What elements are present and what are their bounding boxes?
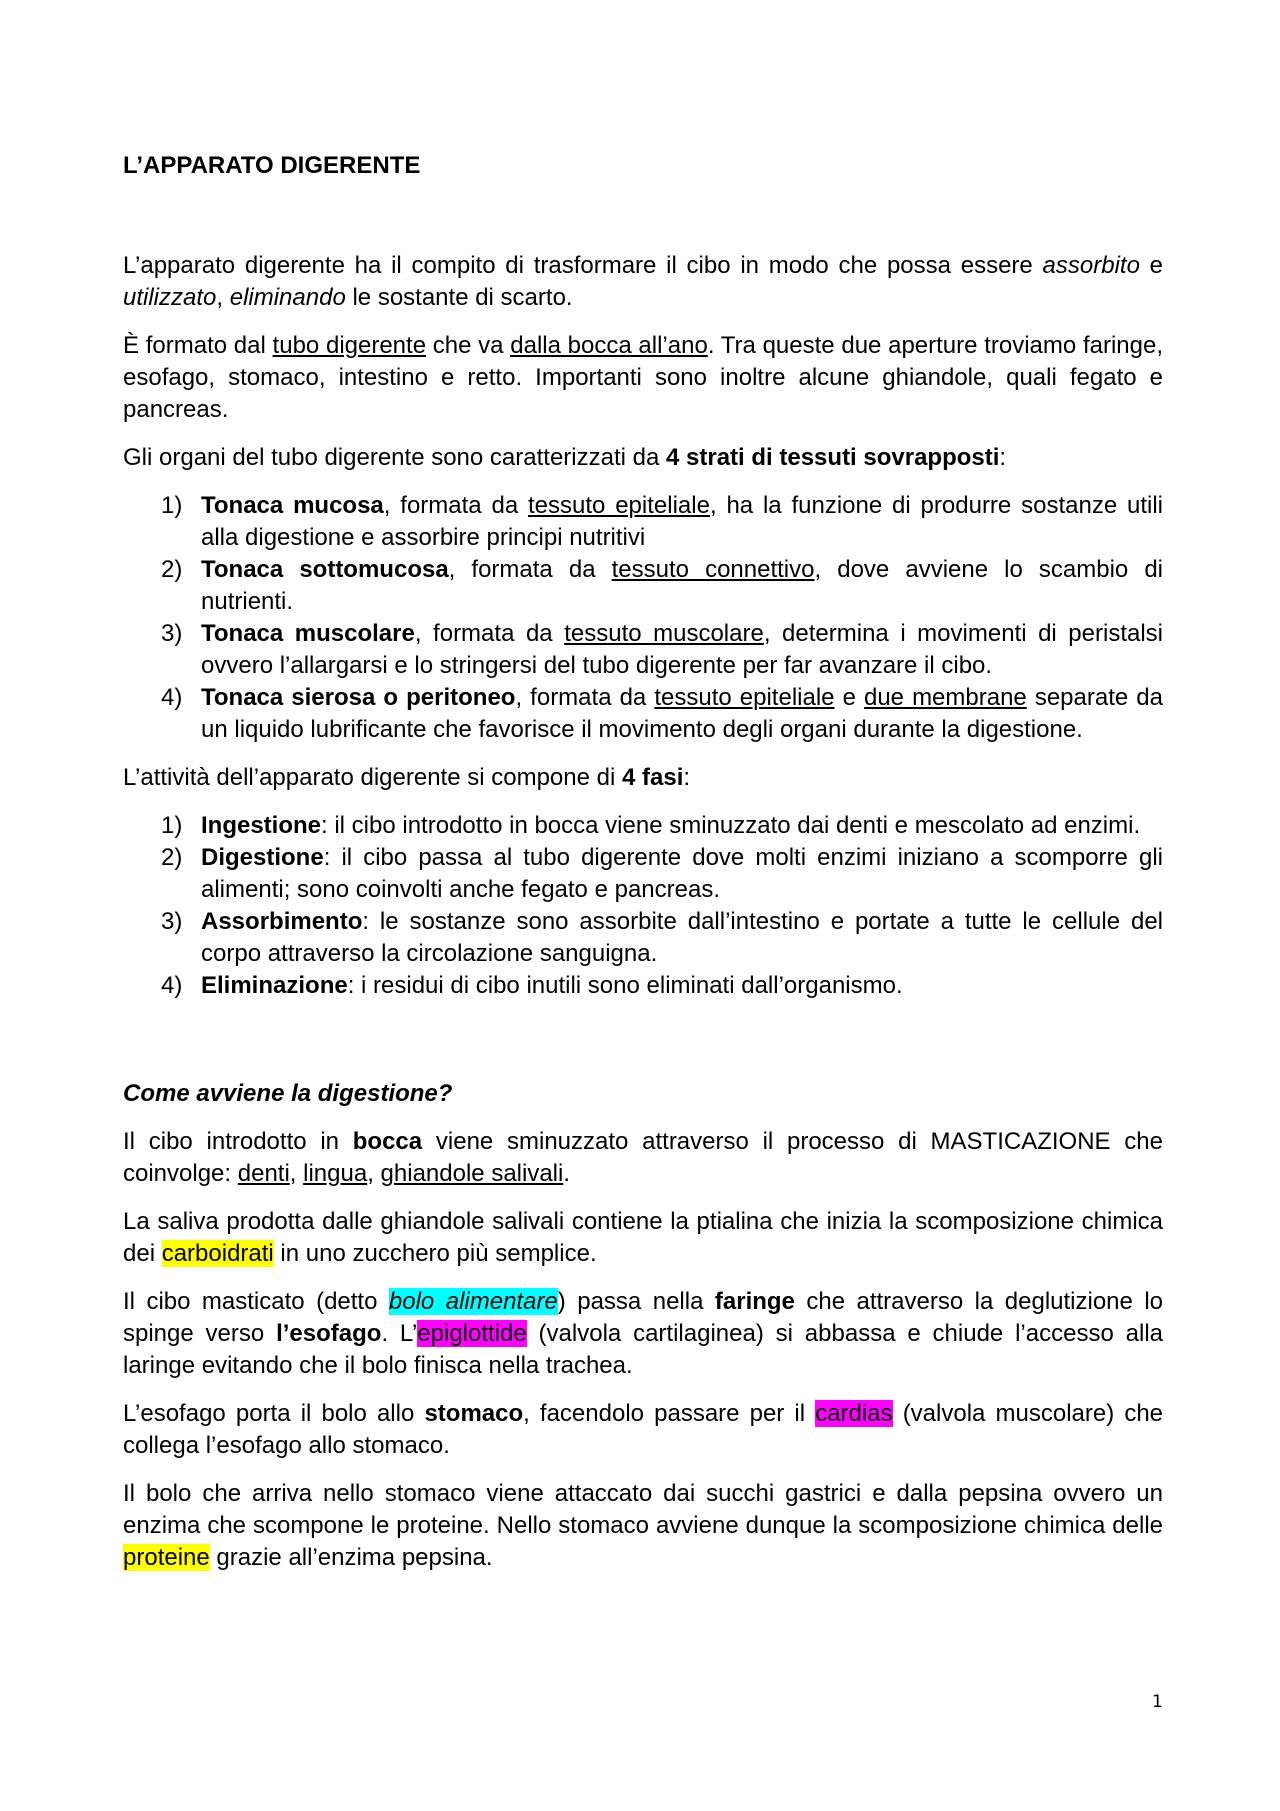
underlined-text: tessuto connettivo	[611, 556, 815, 583]
bold-text: faringe	[714, 1288, 795, 1315]
italic-text: utilizzato	[123, 284, 217, 311]
section-heading: Come avviene la digestione?	[123, 1080, 453, 1107]
text: che attraverso la deglutizione lo spinge verso	[123, 1288, 1164, 1347]
text: , dove avviene lo scambio di nutrienti.	[201, 556, 1164, 615]
bolus-paragraph	[123, 1286, 1163, 1382]
text: Il cibo introdotto in	[123, 1128, 353, 1155]
list-item	[123, 490, 1163, 554]
underlined-text: denti	[237, 1160, 290, 1187]
bold-text: Tonaca muscolare	[201, 620, 415, 647]
text: , determina i movimenti di peristalsi ovvero l’allargarsi e lo stringersi del tubo digerente per far avanzare il cibo.	[201, 620, 1164, 679]
esophagus-paragraph	[123, 1398, 1163, 1462]
list-item	[123, 842, 1163, 906]
text: L’attività dell’apparato digerente si compone di	[123, 764, 622, 791]
page-title: L’APPARATO DIGERENTE	[123, 152, 421, 179]
text: L’apparato digerente ha il compito di trasformare il cibo in modo che possa essere	[123, 252, 1043, 279]
text: che va	[426, 332, 511, 359]
text: grazie all’enzima pepsina.	[209, 1544, 493, 1571]
list-item	[123, 970, 1163, 1002]
text: : il cibo passa al tubo digerente dove molti enzimi iniziano a scomporre gli alimenti; sono coinvolti anche fegato e pancreas.	[201, 844, 1163, 903]
text: in uno zucchero più semplice.	[273, 1240, 597, 1267]
text: .	[563, 1160, 571, 1187]
text: e	[1139, 252, 1164, 279]
document-body	[123, 150, 1163, 1590]
bold-text: Tonaca sottomucosa	[201, 556, 449, 583]
text: Gli organi del tubo digerente sono caratterizzati da	[123, 444, 666, 471]
list-number: 3)	[161, 908, 183, 935]
bold-text: Ingestione	[201, 812, 322, 839]
phases-list	[123, 810, 1163, 1002]
text: (valvola muscolare) che collega l’esofago allo stomaco.	[123, 1400, 1164, 1459]
stomach-paragraph	[123, 1478, 1163, 1574]
list-number: 2)	[161, 556, 183, 583]
text: , formata da	[448, 556, 612, 583]
list-number: 1)	[161, 492, 183, 519]
text: e	[834, 684, 864, 711]
text: , formata da	[414, 620, 565, 647]
text: :	[683, 764, 691, 791]
list-number: 4)	[161, 972, 183, 999]
underlined-text: ghiandole salivali	[380, 1160, 564, 1187]
text: . L’	[381, 1320, 418, 1347]
text: . Tra queste due aperture troviamo faringe, esofago, stomaco, intestino e retto. Importanti sono inoltre alcune ghiandole, quali fegato e pancreas.	[123, 332, 1164, 423]
bold-text: Eliminazione	[201, 972, 348, 999]
list-number: 2)	[161, 844, 183, 871]
list-number: 3)	[161, 620, 183, 647]
list-number: 4)	[161, 684, 183, 711]
mouth-paragraph	[123, 1126, 1163, 1190]
text: ,	[289, 1160, 304, 1187]
page-number: 1	[1152, 1692, 1163, 1712]
highlighted-text: bolo alimentare	[388, 1288, 558, 1315]
list-item	[123, 906, 1163, 970]
list-item	[123, 682, 1163, 746]
text: (valvola cartilaginea) si abbassa e chiude l’accesso alla laringe evitando che il bolo finisca nella trachea.	[123, 1320, 1163, 1379]
highlighted-text: cardias	[815, 1400, 893, 1427]
text: , formata da	[515, 684, 655, 711]
highlighted-text: carboidrati	[161, 1240, 274, 1267]
underlined-text: dalla bocca all’ano	[510, 332, 708, 359]
text: le sostante di scarto.	[345, 284, 573, 311]
layers-intro-paragraph	[123, 442, 1163, 474]
italic-text: assorbito	[1042, 252, 1140, 279]
text: L’esofago porta il bolo allo	[123, 1400, 425, 1427]
text: :	[999, 444, 1007, 471]
text: Il cibo masticato (detto	[123, 1288, 389, 1315]
text: , facendolo passare per il	[523, 1400, 816, 1427]
text: ,	[216, 284, 230, 311]
bold-text: Assorbimento	[201, 908, 363, 935]
underlined-text: due membrane	[863, 684, 1027, 711]
bold-text: Digestione	[201, 844, 324, 871]
bold-text: 4 fasi	[621, 764, 684, 791]
text: : i residui di cibo inutili sono eliminati dall’organismo.	[347, 972, 903, 999]
text: ) passa nella	[557, 1288, 715, 1315]
text: È formato dal	[123, 332, 273, 359]
list-number: 1)	[161, 812, 183, 839]
text: ,	[367, 1160, 381, 1187]
text: La saliva prodotta dalle ghiandole salivali contiene la ptialina che inizia la scomposizione chimica dei	[123, 1208, 1163, 1267]
text: , ha la funzione di produrre sostanze utili alla digestione e assorbire principi nutritivi	[201, 492, 1164, 551]
text: separate da un liquido lubrificante che favorisce il movimento degli organi durante la digestione.	[201, 684, 1163, 743]
bold-text: Tonaca mucosa	[201, 492, 384, 519]
underlined-text: tubo digerente	[272, 332, 427, 359]
underlined-text: tessuto epiteliale	[528, 492, 710, 519]
bold-text: l’esofago	[276, 1320, 382, 1347]
underlined-text: tessuto epiteliale	[654, 684, 835, 711]
bold-text: 4 strati di tessuti sovrapposti	[666, 444, 1000, 471]
phases-intro-paragraph	[123, 762, 1163, 794]
list-item	[123, 810, 1163, 842]
intro-paragraph	[123, 250, 1163, 314]
text: viene sminuzzato attraverso il processo di MASTICAZIONE che coinvolge:	[123, 1128, 1164, 1187]
list-item	[123, 554, 1163, 618]
text: : le sostanze sono assorbite dall’intestino e portate a tutte le cellule del corpo attraverso la circolazione sanguigna.	[201, 908, 1163, 967]
underlined-text: tessuto muscolare	[564, 620, 764, 647]
italic-text: eliminando	[229, 284, 346, 311]
list-item	[123, 618, 1163, 682]
underlined-text: lingua	[303, 1160, 368, 1187]
bold-text: bocca	[352, 1128, 423, 1155]
text: , formata da	[383, 492, 528, 519]
bold-text: stomaco	[424, 1400, 524, 1427]
text: Il bolo che arriva nello stomaco viene attaccato dai succhi gastrici e dalla pepsina ovvero un enzima che scompone le proteine. Nello stomaco avviene dunque la scomposizione chimica delle	[123, 1480, 1163, 1539]
highlighted-text: proteine	[123, 1544, 210, 1571]
layers-list	[123, 490, 1163, 746]
text: : il cibo introdotto in bocca viene sminuzzato dai denti e mescolato ad enzimi.	[321, 812, 1141, 839]
structure-paragraph	[123, 330, 1163, 426]
saliva-paragraph	[123, 1206, 1163, 1270]
bold-text: Tonaca sierosa o peritoneo	[201, 684, 516, 711]
highlighted-text: epiglottide	[417, 1320, 527, 1347]
